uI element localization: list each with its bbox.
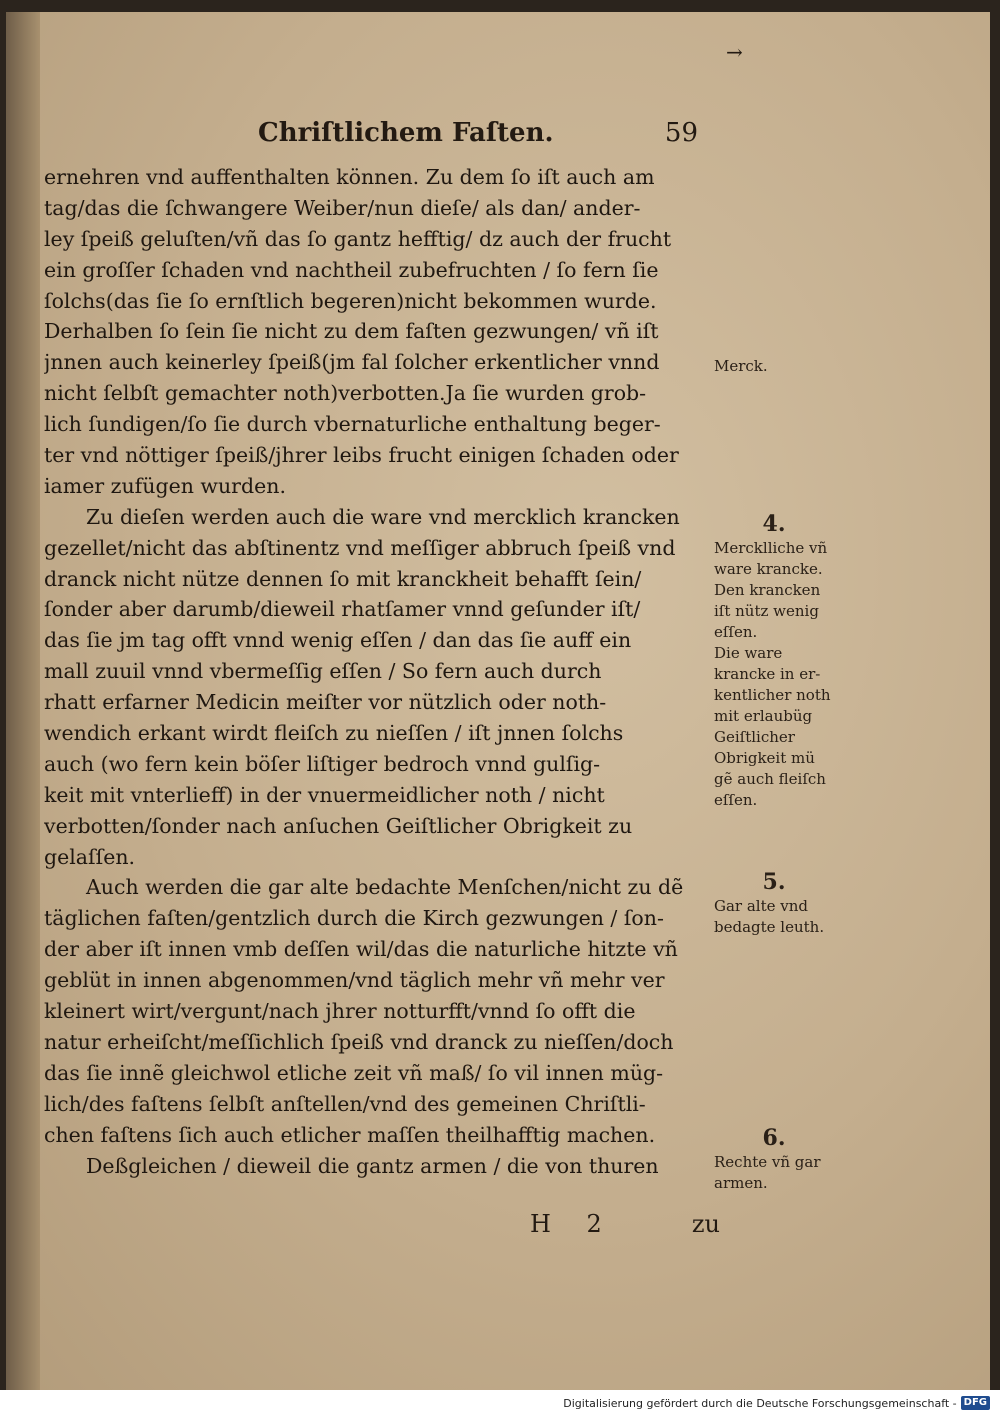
text-line: gelaſſen. (44, 844, 136, 869)
text-line: ter vnd nöttiger ſpeiß/jhrer leibs frucht einigen ſchaden oder (44, 443, 679, 468)
text-line: natur erheiſcht/meſſichlich ſpeiß vnd dranck zu nieſſen/doch (44, 1029, 674, 1054)
text-line: ſolchs(das ſie ſo ernſtlich begeren)nicht bekommen wurde. (44, 288, 657, 313)
margin-line: krancke in er- (714, 665, 821, 683)
text-line: Zu dieſen werden auch die ware vnd mercklich krancken (86, 504, 680, 529)
margin-note-4 (714, 510, 864, 811)
margin-line: bedagte leuth. (714, 918, 825, 936)
text-line: kleinert wirt/vergunt/nach jhrer notturfft/vnnd ſo offt die (44, 999, 636, 1024)
margin-line: Merck. (714, 357, 768, 375)
running-header (258, 118, 698, 158)
margin-line: Obrigkeit mü (714, 749, 815, 767)
text-line: ley ſpeiß geluſten/vñ das ſo gantz hefftig/ dz auch der frucht (44, 226, 672, 251)
text-line: dranck nicht nütze dennen ſo mit kranckheit behafft ſein/ (44, 566, 642, 591)
text-line: verbotten/ſonder nach anſuchen Geiſtlicher Obrigkeit zu (44, 813, 633, 838)
text-line: iamer zufügen wurden. (44, 473, 286, 498)
text-line: wendich erkant wirdt fleiſch zu nieſſen / iſt jnnen ſolchs (44, 721, 624, 746)
page-spine-shadow (6, 12, 40, 1390)
text-line: Deßgleichen / dieweil die gantz armen / die von thuren (86, 1153, 659, 1178)
margin-note-6 (714, 1124, 864, 1194)
text-line: rhatt erfarner Medicin meiſter vor nützlich oder noth- (44, 690, 607, 715)
text-line: lich/des faſtens ſelbſt anſtellen/vnd des gemeinen Chriſtli- (44, 1091, 646, 1116)
page-footer (520, 1210, 720, 1250)
digitization-credit (563, 1396, 990, 1410)
text-line: nicht ſelbſt gemachter noth)verbotten.Ja ſie wurden grob- (44, 381, 647, 406)
credit-text: Digitalisierung gefördert durch die Deutsche Forschungsgemeinschaft - (563, 1396, 957, 1410)
margin-number: 5. (762, 869, 786, 895)
text-line: ernehren vnd auffenthalten können. Zu dem ſo iſt auch am (44, 165, 655, 189)
margin-line: armen. (714, 1174, 768, 1192)
text-line: tag/das die ſchwangere Weiber/nun dieſe/ als dan/ ander- (44, 195, 641, 220)
corner-mark: → (726, 40, 743, 64)
text-line: der aber iſt innen vmb deſſen wil/das die naturliche hitzte vñ (44, 937, 678, 962)
catchword: zu (691, 1210, 720, 1238)
margin-line: ware krancke. (714, 560, 823, 578)
dfg-logo-icon: DFG (961, 1396, 990, 1410)
margin-line: mit erlaubüg (714, 707, 813, 725)
text-line: lich ſundigen/ſo ſie durch vbernaturliche enthaltung beger- (44, 412, 661, 437)
text-line: ſonder aber darumb/dieweil rhatſamer vnnd geſunder iſt/ (44, 597, 641, 622)
text-line: chen faſtens ſich auch etlicher maſſen theilhafftig machen. (44, 1122, 656, 1147)
text-line: gezellet/nicht das abſtinentz vnd meſſiger abbruch ſpeiß vnd (44, 535, 676, 560)
margin-line: eſſen. (714, 623, 758, 641)
signature-mark: H 2 (530, 1210, 616, 1238)
text-line: geblüt in innen abgenommen/vnd täglich mehr vñ mehr ver (44, 968, 665, 993)
margin-line: iſt nütz wenig (714, 602, 819, 620)
margin-line: Den krancken (714, 581, 821, 599)
text-line: das ſie innẽ gleichwol etliche zeit vñ maß/ ſo vil innen müg- (44, 1060, 664, 1085)
margin-line: kentlicher noth (714, 686, 831, 704)
text-line: keit mit vnterlieff) in der vnuermeidlicher noth / nicht (44, 782, 605, 807)
margin-line: Die ware (714, 644, 783, 662)
text-line: auch (wo fern kein böſer liſtiger bedroch vnnd gulſig- (44, 751, 601, 776)
margin-number: 6. (762, 1125, 786, 1151)
margin-line: Mercklliche vñ (714, 539, 828, 557)
text-line: Auch werden die gar alte bedachte Menſchen/nicht zu dẽ (86, 875, 684, 900)
margin-line: Geiſtlicher (714, 728, 795, 746)
text-line: täglichen faſten/gentzlich durch die Kirch gezwungen / ſon- (44, 906, 664, 931)
margin-line: Gar alte vnd (714, 897, 809, 915)
running-title: Chriſtlichem Faſten. (258, 118, 554, 148)
text-line: Derhalben ſo ſein ſie nicht zu dem faſten gezwungen/ vñ iſt (44, 319, 659, 344)
main-text-block (44, 162, 716, 1181)
text-line: mall zuuil vnnd vbermeſſig eſſen / So fern auch durch (44, 659, 602, 684)
text-line: ein groſſer ſchaden vnd nachtheil zubefruchten / ſo fern ſie (44, 257, 659, 282)
margin-line: eſſen. (714, 791, 758, 809)
margin-note-merck (714, 356, 864, 377)
text-line: das ſie jm tag offt vnnd wenig eſſen / dan das ſie auff ein (44, 628, 632, 653)
text-line: jnnen auch keinerley ſpeiß(jm fal ſolcher erkentlicher vnnd (44, 350, 660, 375)
margin-line: gẽ auch fleiſch (714, 770, 826, 788)
margin-line: Rechte vñ gar (714, 1153, 821, 1171)
margin-number: 4. (762, 511, 786, 537)
page-number: 59 (664, 118, 698, 148)
margin-note-5 (714, 868, 864, 938)
